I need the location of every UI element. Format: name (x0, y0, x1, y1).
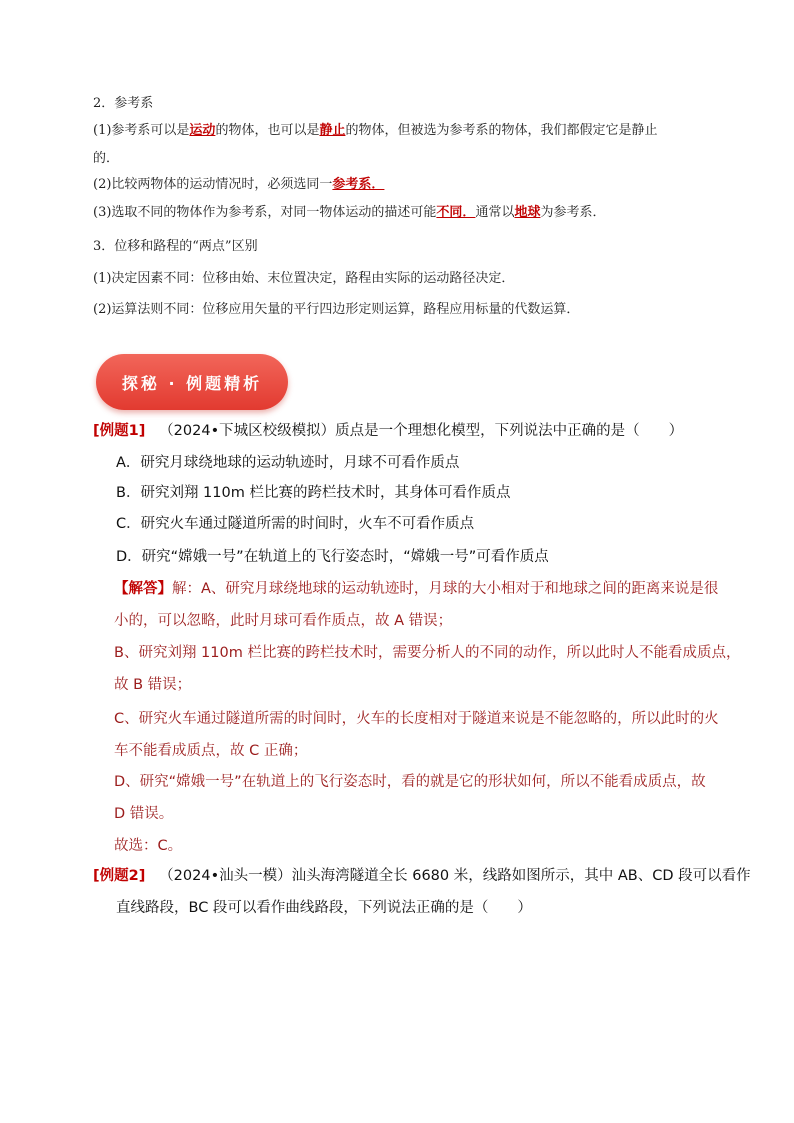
section3-line1: (1)决定因素不同：位移由始、末位置决定，路程由实际的运动路径决定． (93, 271, 515, 286)
text: 通常以 (475, 205, 515, 220)
answer-line-7: D、研究“嫦娥一号”在轨道上的飞行姿态时，看的就是它的形状如何，所以不能看成质点，故 (114, 774, 706, 790)
answer-tag: 【解答】 (114, 581, 172, 597)
keyword-static: 静止 (319, 123, 346, 138)
answer-line-1 (114, 578, 718, 600)
answer-line-5: C、研究火车通过隧道所需的时间时，火车的长度相对于隧道来说是不能忽略的，所以此时的火 (114, 711, 719, 727)
option-b: B．研究刘翔 110m 栏比赛的跨栏技术时，其身体可看作质点 (116, 485, 511, 501)
section3-line2: (2)运算法则不同：位移应用矢量的平行四边形定则运算，路程应用标量的代数运算． (93, 302, 580, 317)
option-d: D．研究“嫦娥一号”在轨道上的飞行姿态时，“嫦娥一号”可看作质点 (116, 549, 549, 565)
example1-stem (93, 420, 683, 442)
section2-line1-cont: 的． (93, 151, 120, 166)
text: 为参考系． (540, 205, 606, 220)
section2-line1 (93, 122, 657, 140)
example2-stem-cont: 直线路段，BC 段可以看作曲线路段，下列说法正确的是（ ） (116, 900, 532, 916)
keyword-different: 不同． (436, 205, 476, 220)
answer-line-3: B、研究刘翔 110m 栏比赛的跨栏技术时，需要分析人的不同的动作，所以此时人不能看成质点， (114, 645, 741, 661)
option-c: C．研究火车通过隧道所需的时间时，火车不可看作质点 (116, 516, 475, 532)
text: 的物体，但被选为参考系的物体，我们都假定它是静止 (345, 123, 658, 138)
text: (2)比较两物体的运动情况时，必须选同一 (93, 177, 333, 192)
answer-final-choice: 故选：C。 (114, 838, 183, 854)
section2-title: 2．参考系 (93, 96, 154, 111)
text: (1)参考系可以是 (93, 123, 190, 138)
text: 的物体，也可以是 (215, 123, 320, 138)
section-banner (96, 354, 288, 410)
answer-text: 解：A、研究月球绕地球的运动轨迹时，月球的大小相对于和地球之间的距离来说是很 (172, 581, 719, 597)
banner-label: 探秘 · 例题精析 (121, 373, 263, 393)
section2-line3 (93, 204, 605, 222)
stem-text: （2024•下城区校级模拟）质点是一个理想化模型，下列说法中正确的是（ ） (159, 423, 684, 439)
example2-tag: [例题2] (93, 868, 146, 884)
answer-line-8: D 错误。 (114, 806, 174, 822)
keyword-reference-frame: 参考系． (332, 177, 385, 192)
section3-title: 3．位移和路程的“两点”区别 (93, 239, 258, 254)
keyword-earth: 地球 (514, 205, 541, 220)
text: (3)选取不同的物体作为参考系，对同一物体运动的描述可能 (93, 205, 437, 220)
answer-line-6: 车不能看成质点，故 C 正确； (114, 743, 308, 759)
answer-line-2: 小的，可以忽略，此时月球可看作质点，故 A 错误； (114, 613, 453, 629)
keyword-motion: 运动 (189, 123, 216, 138)
answer-line-4: 故 B 错误； (114, 677, 192, 693)
example2-stem (93, 865, 751, 887)
example1-tag: [例题1] (93, 423, 146, 439)
stem-text: （2024•汕头一模）汕头海湾隧道全长 6680 米，线路如图所示，其中 AB、CD 段可以看作 (159, 868, 751, 884)
section2-line2 (93, 176, 404, 194)
option-a: A．研究月球绕地球的运动轨迹时，月球不可看作质点 (116, 455, 460, 471)
